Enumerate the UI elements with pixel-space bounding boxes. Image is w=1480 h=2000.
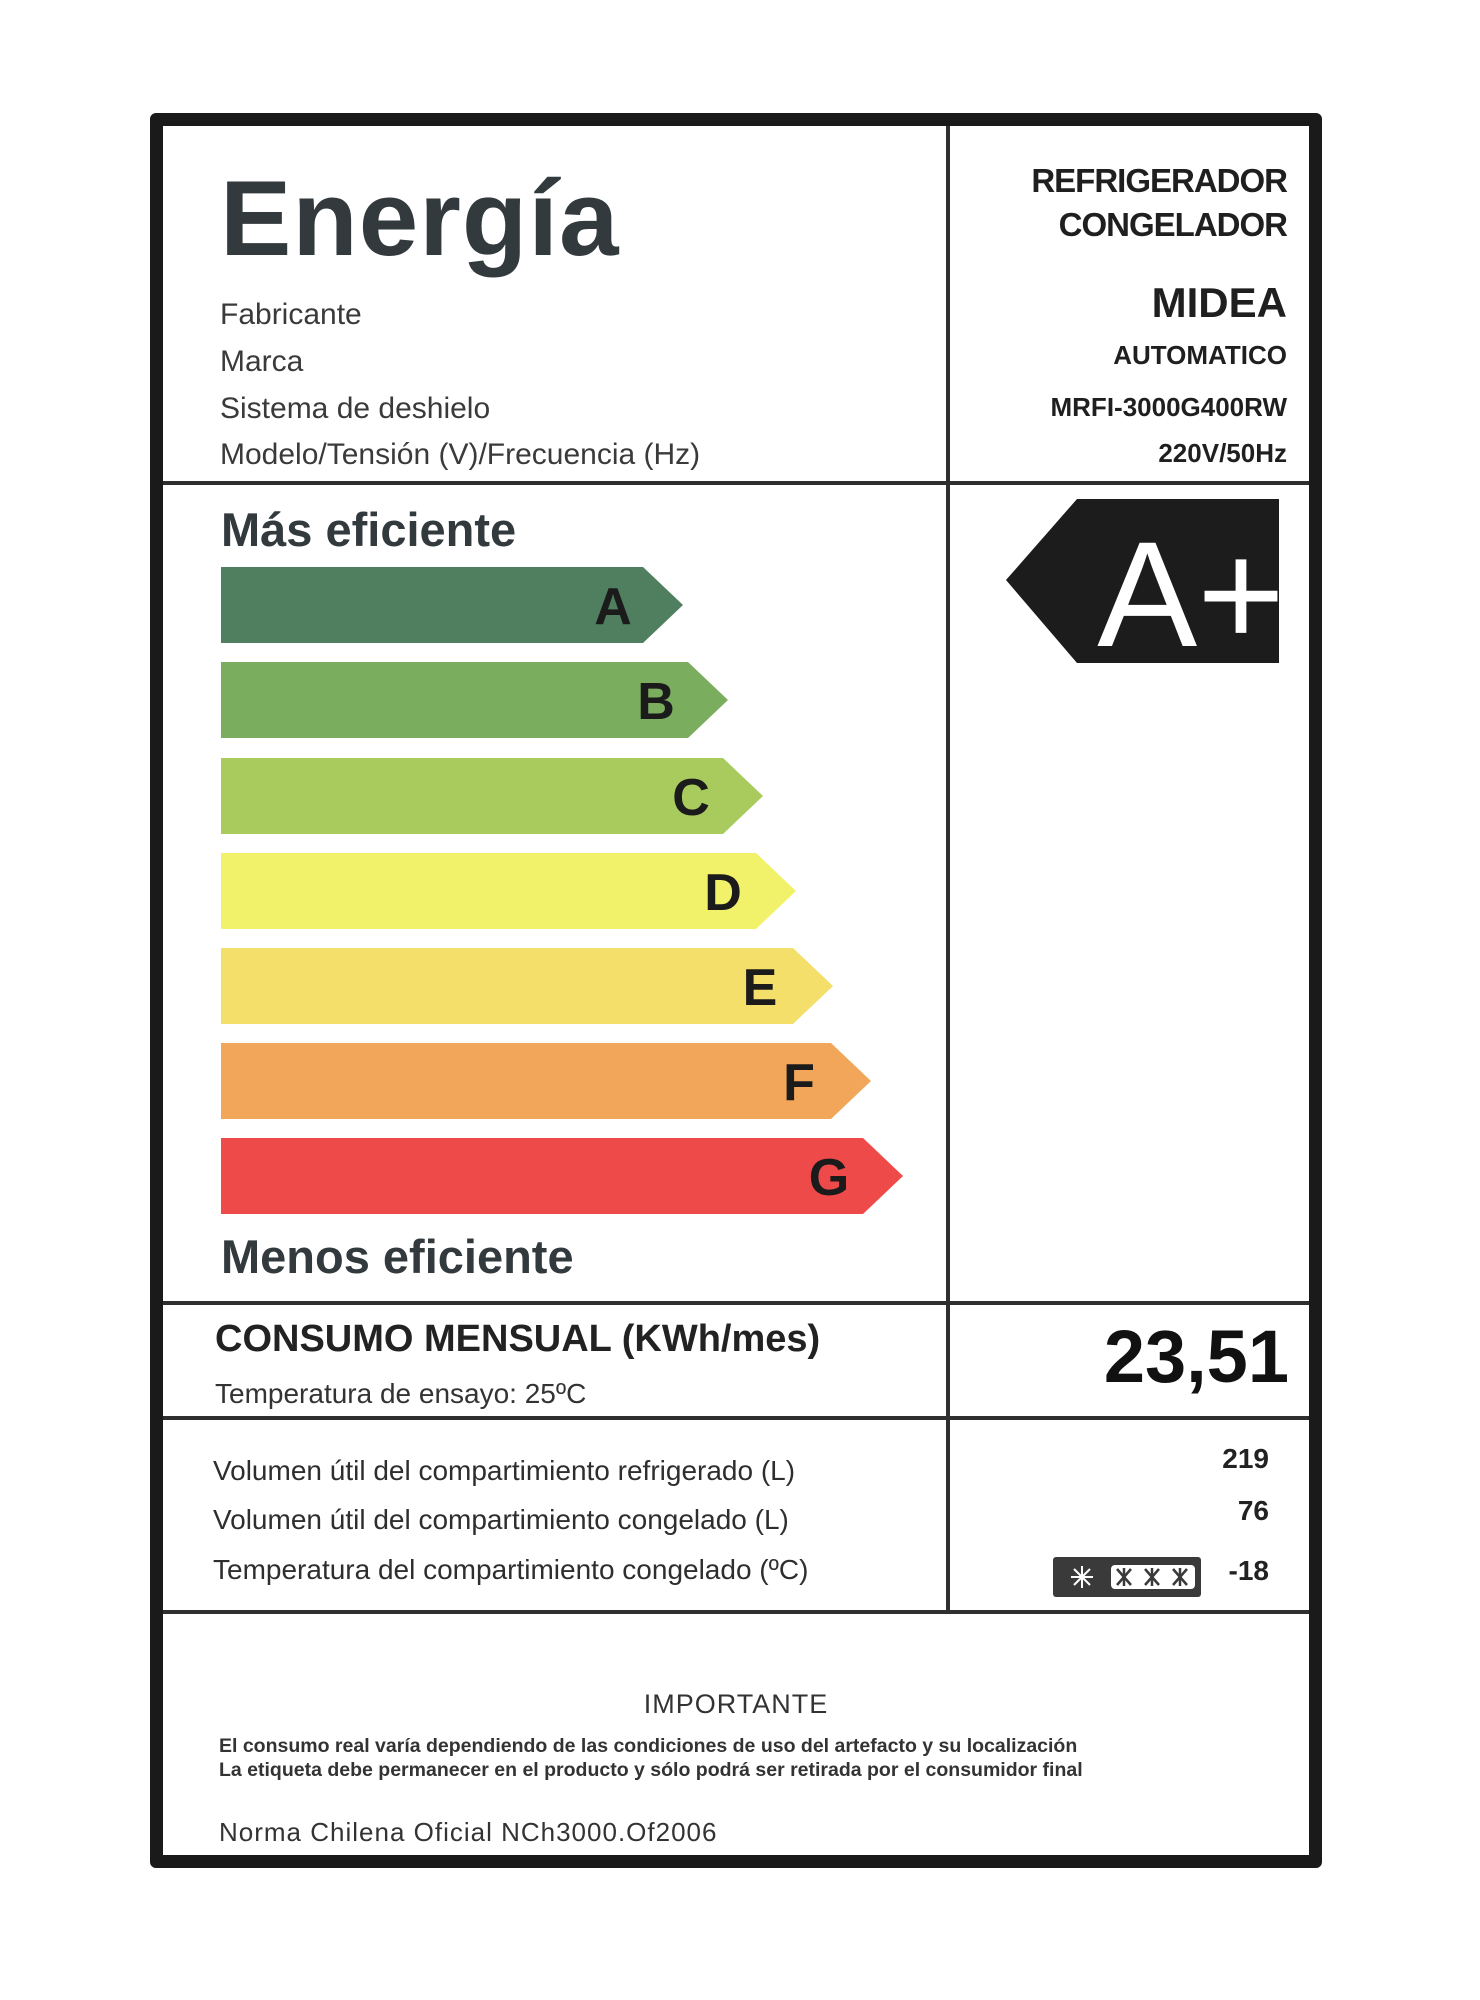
- star-badge-graphic: [1053, 1557, 1201, 1597]
- brand-value: MIDEA: [1151, 279, 1287, 326]
- bar-a-letter: A: [594, 578, 632, 636]
- bar-g-letter: G: [808, 1149, 850, 1207]
- temperature-congelado-value: -18: [1228, 1555, 1269, 1586]
- temperature-congelado-label: Temperatura del compartimiento congelado (ºC): [213, 1554, 809, 1585]
- field-label-marca: Marca: [220, 345, 304, 378]
- freezer-star-rating-icon: [1053, 1557, 1201, 1597]
- bar-c: [221, 758, 763, 834]
- bar-e-letter: E: [742, 959, 778, 1017]
- bar-b-letter: B: [637, 673, 675, 731]
- least-efficient-label: Menos eficiente: [221, 1230, 574, 1283]
- volume-congelado-value: 76: [1237, 1495, 1269, 1526]
- bar-d: [221, 853, 796, 929]
- bar-e-shape: [221, 948, 833, 1024]
- voltage-frequency-value: 220V/50Hz: [1158, 438, 1287, 468]
- consumo-value: 23,51: [1103, 1315, 1289, 1398]
- divider-volumes: [163, 1610, 1309, 1614]
- field-label-modelo: Modelo/Tensión (V)/Frecuencia (Hz): [220, 438, 701, 471]
- important-title: IMPORTANTE: [643, 1689, 829, 1719]
- important-line-1: El consumo real varía dependiendo de las condiciones de uso del artefacto y su localización: [219, 1735, 1078, 1757]
- product-type-line2: CONGELADOR: [1058, 206, 1287, 243]
- rating-arrow: [1006, 499, 1285, 678]
- energy-label: [150, 113, 1322, 1868]
- label-title: Energía: [220, 158, 620, 278]
- field-label-fabricante: Fabricante: [220, 298, 362, 331]
- bar-f-shape: [221, 1043, 871, 1119]
- important-line-2: La etiqueta debe permanecer en el producto y sólo podrá ser retirada por el consumidor final: [219, 1759, 1083, 1781]
- volume-refrigerado-label: Volumen útil del compartimiento refrigerado (L): [213, 1455, 796, 1486]
- most-efficient-label: Más eficiente: [221, 503, 517, 556]
- field-label-deshielo: Sistema de deshielo: [220, 392, 491, 425]
- consumo-label: CONSUMO MENSUAL (KWh/mes): [215, 1318, 821, 1360]
- bar-a: [221, 567, 683, 643]
- bar-g: [221, 1138, 903, 1214]
- bar-f: [221, 1043, 871, 1119]
- product-type-line1: REFRIGERADOR: [1031, 162, 1287, 199]
- model-value: MRFI-3000G400RW: [1050, 392, 1287, 422]
- defrost-value: AUTOMATICO: [1113, 340, 1287, 370]
- rating-value: A+: [1097, 510, 1285, 678]
- volume-refrigerado-value: 219: [1222, 1443, 1269, 1474]
- bar-b: [221, 662, 728, 738]
- bar-c-letter: C: [672, 769, 710, 827]
- norma-reference: Norma Chilena Oficial NCh3000.Of2006: [219, 1817, 718, 1847]
- test-temperature: Temperatura de ensayo: 25ºC: [215, 1378, 587, 1409]
- volume-congelado-label: Volumen útil del compartimiento congelado (L): [213, 1504, 789, 1535]
- bar-d-letter: D: [704, 864, 742, 922]
- bar-f-letter: F: [783, 1054, 815, 1112]
- bar-g-shape: [221, 1138, 903, 1214]
- bar-e: [221, 948, 833, 1024]
